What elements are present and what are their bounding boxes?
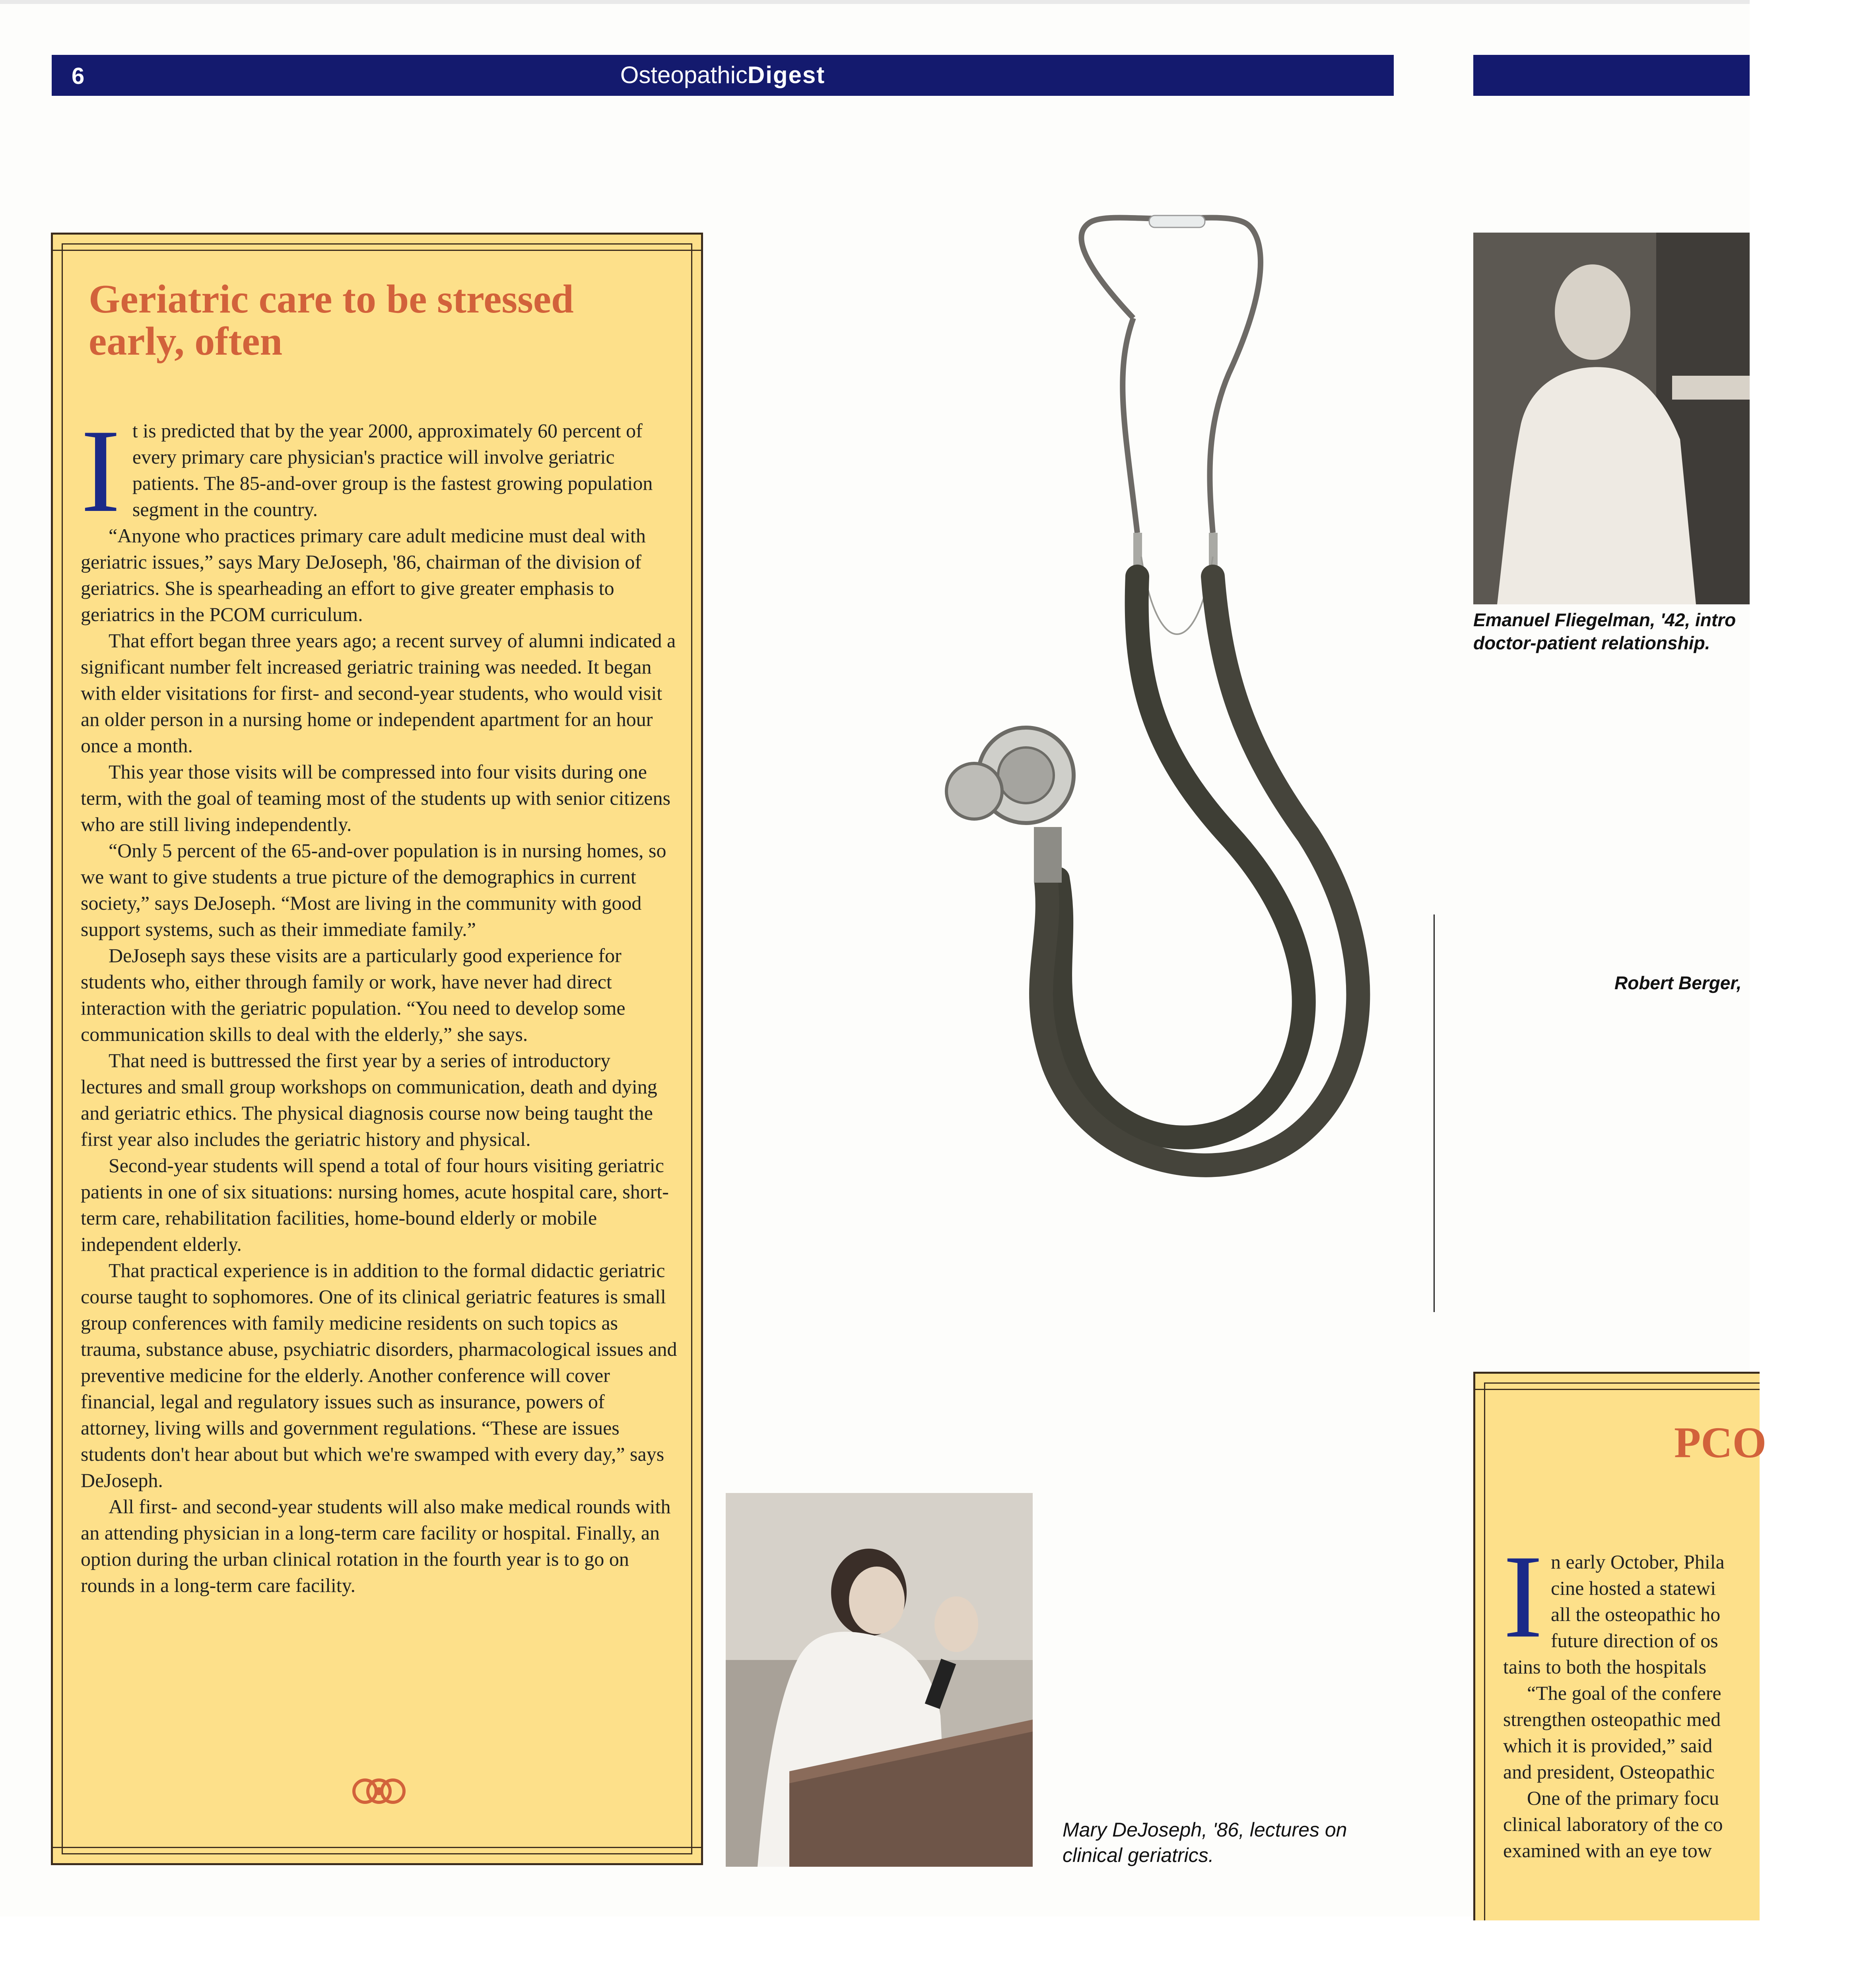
text-line: which it is provided,” said [1503, 1734, 1713, 1757]
masthead-digest: Digest [747, 62, 826, 88]
caption-line: doctor-patient relationship. [1473, 633, 1710, 653]
masthead-osteopathic: Osteopathic [620, 62, 748, 88]
sidebar-bottom-rule [53, 1847, 701, 1848]
fliegelman-photo-caption [1473, 608, 1752, 654]
paragraph: All first- and second-year students will also make medical rounds with an attending physician in a long-term care facility or hospital. Finally, an option during the urban clinical rotation in the fourth year is to go on rounds in a long-term care facility. [81, 1495, 671, 1596]
paragraph [81, 405, 677, 537]
text-line: strengthen osteopathic med [1503, 1708, 1721, 1730]
pcom-article-body [1503, 1530, 1861, 1864]
column-rule [1434, 914, 1435, 1312]
dropcap: I [1503, 1530, 1543, 1662]
caption-line: Emanuel Fliegelman, '42, intro [1473, 610, 1736, 630]
text-line: all the osteopathic ho [1551, 1603, 1721, 1625]
masthead [52, 61, 1394, 89]
text-line: n early October, Phila [1551, 1551, 1725, 1573]
pcom-article-title: PCO [1674, 1418, 1767, 1467]
end-ornament-icon [347, 1773, 411, 1809]
paragraph: “Only 5 percent of the 65-and-over population is in nursing homes, so we want to give students a true picture of the demographics in current society,” says DeJoseph. “Most are living in the community with good support systems, such as their immediate family.” [81, 839, 666, 940]
dropcap: I [81, 405, 120, 537]
paragraph: “Anyone who practices primary care adult medicine must deal with geriatric issues,” says Mary DeJoseph, '86, chairman of the division of geriatrics. She is spearheading an effort to give greater emphasis to geriatrics in the PCOM curriculum. [81, 524, 646, 625]
paragraph: That need is buttressed the first year by a series of introductory lectures and small group workshops on communication, death and dying and geriatric ethics. The physical diagnosis course now being taught the first year also includes the geriatric history and physical. [81, 1049, 657, 1150]
header-bar-facing-page [1473, 55, 1750, 96]
dejoseph-photo-caption: Mary DeJoseph, '86, lectures on clinical geriatrics. [1063, 1819, 1347, 1866]
berger-photo-caption: Robert Berger, [1614, 973, 1742, 993]
scan-top-edge [0, 0, 1750, 4]
text-line: clinical laboratory of the co [1503, 1813, 1723, 1835]
text-line: future direction of os [1551, 1629, 1718, 1652]
text-line: tains to both the hospitals [1503, 1656, 1707, 1678]
stethoscope-photo [927, 207, 1404, 1181]
header-bar [52, 55, 1394, 96]
text-line: and president, Osteopathic [1503, 1761, 1715, 1783]
paragraph: That effort began three years ago; a recent survey of alumni indicated a significant number felt increased geriatric training was needed. It began with elder visitations for first- and second-year students, who would visit an older person in a nursing home or independent apartment for an hour once a month. [81, 629, 676, 757]
paragraph: DeJoseph says these visits are a particularly good experience for students who, either through family or work, have never had direct interaction with the geriatric population. “You need to develop some communication skills to deal with the elderly,” she says. [81, 944, 626, 1045]
pcom-article-box [1473, 1372, 1767, 1920]
geriatric-care-sidebar [51, 233, 703, 1865]
fliegelman-photo [1473, 233, 1750, 604]
box-rule [1484, 1382, 1485, 1920]
text-line: examined with an eye tow [1503, 1839, 1712, 1862]
sidebar-body [81, 405, 677, 1598]
dejoseph-lecture-photo [726, 1493, 1033, 1867]
box-rule [1484, 1382, 1760, 1384]
sidebar-title: Geriatric care to be stressed early, often [89, 277, 574, 364]
paragraph-text: t is predicted that by the year 2000, approximately 60 percent of every primary care physician's practice will involve geriatric patients. The 85-and-over group is the fastest growing population segment in the country. [132, 419, 653, 520]
paragraph: That practical experience is in addition to the formal didactic geriatric course taught to sophomores. One of its clinical geriatric features is small group conferences with family medicine residents on such topics as trauma, substance abuse, psychiatric disorders, pharmacological issues and preventive medicine for the elderly. Another conference will cover financial, legal and regulatory issues such as insurance, powers of attorney, living wills and government regulations. “These are issues students don't hear about but which we're swamped with every day,” says DeJoseph. [81, 1259, 677, 1491]
box-rule [1475, 1389, 1760, 1390]
paragraph: Second-year students will spend a total of four hours visiting geriatric patients in one of six situations: nursing homes, acute hospital care, short-term care, rehabilitation facilities, home-bound elderly or mobile independent elderly. [81, 1154, 669, 1255]
text-line: One of the primary focu [1527, 1787, 1719, 1809]
blank-scan-area [0, 1916, 1750, 1988]
text-line: “The goal of the confere [1527, 1682, 1721, 1704]
paragraph: This year those visits will be compressed into four visits during one term, with the goal of teaming most of the students up with senior citizens who are still living independently. [81, 761, 671, 835]
page-number: 6 [72, 63, 85, 89]
text-line: cine hosted a statewi [1551, 1577, 1716, 1599]
